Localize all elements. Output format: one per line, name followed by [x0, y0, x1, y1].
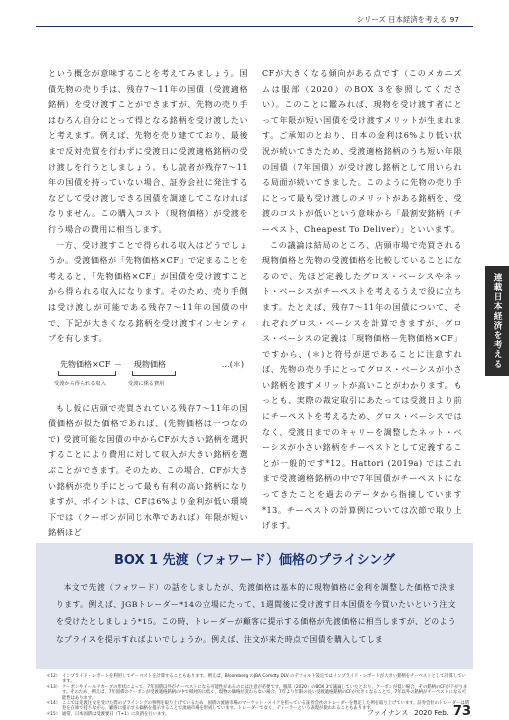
right-column: [262, 66, 462, 534]
side-tab-label: 連載: [492, 272, 502, 293]
footnote-number: ＊12）: [46, 674, 61, 679]
left-paragraph-3: もし仮に店頭で売買されている残存7～11年の国債価格が似た価格であれば、(先物価格は一つなので) 受渡可能な国債の中からCFが大きい銘柄を選択することにより費用に対して収入が大きい銘柄を選ぶことができます。そのため、この場合、CFが大きい銘柄が売り手にとって最も有利の高い銘柄になりますが、ポイントは、CFは6%より金利が低い環境下では（クーポンが同じ水準であれば）年限が短い銘柄ほど: [48, 403, 248, 538]
footnote: [46, 685, 470, 701]
footnote-number: ＊14）: [46, 701, 61, 707]
page-footer: [367, 700, 471, 719]
header-rule: [36, 26, 473, 27]
left-paragraph-2: 一方、受け渡すことで得られる収入はどうでしょうか。受渡価格が「先物価格×CF」で定まることを考えると、「先物価格×CF」が国債を受け渡すことから得られる収入になります。そのため、売り手側は受け渡しが可能である残存7～11年の国債の中で、下記が大きくなる銘柄を受け渡すインセンティブを有します。: [48, 240, 248, 344]
footnote-text: ここでは先渡注文を受けた際のプライシングの事例を取り上げているため、国債の流通市場のマーケット・メイクを担っている証券会社のトレーダーを想定した例を取り上げています。証券会社のトレーダーは債券を在庫で持ちながら、顧客に提示する価格を提示することで流通市場を形成しています。トレーダーでなく、ディーラーという表現が使われることもあります。: [62, 701, 469, 712]
footnote-text: クーポンやイールドカーブの形状によって、7年国債以外がチーペストになる可能性があるのには注意が必要です。服部（2020）のBOX 3で議論していたとおり、クーポンが低い場合、その銘柄のCFが下がります。そのため、例えば、7年国債のクーポンが受渡適格銘柄の中で相対的に低く、現物の価格が変わらない場合、7年より年限の長い受渡適格銘柄のCFが大きくなることで、7年以外の銘柄がチーペストになる可能性はあります。: [62, 684, 468, 701]
formula-brace-cost: [132, 371, 176, 376]
right-paragraph-1: CFが大きくなる傾向がある点です（このメカニズムは服部（2020）のBOX 3を参照してください）。このことに鑑みれば、現物を受け渡す者にとって年限が短い国債を受け渡すメリットが生まれます。ご承知のとおり、日本の金利は6%より低い状況が続いてきたため、受渡適格銘柄のうち短い年限の国債（7年国債）が受け渡し銘柄として用いられる局面が続いてきました。このように先物の売り手にとって最も受け渡しのメリットがある銘柄を、受渡のコストが低いという意味から「最割安銘柄（チーペスト、Cheapest To Deliver）」といいます。: [262, 69, 462, 234]
footnote: [46, 674, 470, 685]
formula: [48, 349, 248, 397]
page-number: 73: [452, 704, 471, 719]
formula-caption-revenue: 受渡から得られる収入: [54, 380, 106, 387]
magazine-name: ファイナンス: [366, 709, 409, 717]
footnote-text: 通常、日本国債は受渡要日（T+1）に決済を行います。: [62, 711, 170, 717]
page-header: [0, 0, 509, 30]
left-paragraph-1: という概念が意味することを考えてみましょう。国債先物の売り手は、残存7～11年の国債（受渡適格銘柄）を受け渡すことができますが、先物の売り手はむろん自分にとって得となる銘柄を受け渡したいと考えます。例えば、先物を売り建てており、最後まで反対売買を行わずに受渡日に受渡適格銘柄の受け渡しを行うとしましょう。もし読者が残存7～11年の国債を持っていない場合、証券会社に発注するなどして受け渡しできる国債を調達してこなければなりません。この購入コスト（現物価格）が受渡を行う場合の費用に相当します。: [48, 69, 248, 234]
formula-mark: …(＊): [221, 359, 244, 369]
series-title: シリーズ 日本経済を考える 97: [356, 15, 459, 24]
box-paragraph: 本文で先渡（フォワード）の話をしましたが、先渡価格は基本的に現物価格に金利を調整した価格で決まります。例えば、JGBトレーダー*14の立場にたって、1週間後に受け渡す日本国債を今買いたいという注文を受けたとしましょう*15。この時、トレーダーが顧客に提示する価格が先渡価格に相当しますが、どのようなプライスを提示すればよいでしょうか。例えば、注文が来た時点で国債を購入してしま: [56, 583, 456, 644]
formula-caption-cost: 受渡に係る費用: [128, 380, 165, 387]
box-1: [36, 543, 473, 669]
side-tab-series: 日本経済を考える: [492, 292, 502, 369]
footnote-number: ＊15）: [46, 711, 61, 717]
formula-brace-revenue: [58, 371, 116, 376]
box-title: BOX 1 先渡（フォワード）価格のプライシング: [114, 553, 395, 568]
series-side-tab: [485, 266, 509, 376]
box-body: [56, 579, 456, 648]
right-paragraph-2: この議論は結局のところ、店頭市場で売買される現物価格と先物の受渡価格を比較していることになるので、先ほど定義したグロス・ベーシスやネット・ベーシスがチーペストを考えるうえで役に立ちます。たとえば、残存7～11年の国債について、それぞれグロス・ベーシスを計算できますが、グロス・ベーシスの定義は「現物価格－先物価格×CF」ですから、(＊)と符号が逆であることに注意すれば、先物の売り手にとってグロス・ベーシスが小さい銘柄を渡すメリットが高いことがわかります。もっとも、実際の裁定取引にあたっては受渡日より前にチーペストを考えるため、グロス・ベーシスではなく、受渡日までのキャリーを調整したネット・ベーシスが小さい銘柄をチーペストとして定義することが一般的です*12。Hattori (2019a) ではこれまで受渡適格銘柄の中で7年国債がチーペストになってきたことを過去のデータから指摘しています*13。チーペストの計算例については次節で取り上げます。: [262, 240, 462, 531]
footnote-number: ＊13）: [46, 684, 61, 690]
footnote-text: インプライド・レポートを利用してチーペストを計算することもあります。例えば、Bloomberg のJBA Comdty DLV のデフォルト設定ではインプライド・レポートが大きい銘柄をチーペストとして計算しています。: [62, 674, 466, 685]
formula-term-cost: 現物価格: [134, 359, 166, 369]
formula-term-revenue: 先物価格×CF: [60, 359, 111, 369]
formula-minus: －: [114, 359, 122, 369]
left-column: [48, 66, 248, 541]
issue-date: 2020 Feb.: [414, 709, 449, 717]
